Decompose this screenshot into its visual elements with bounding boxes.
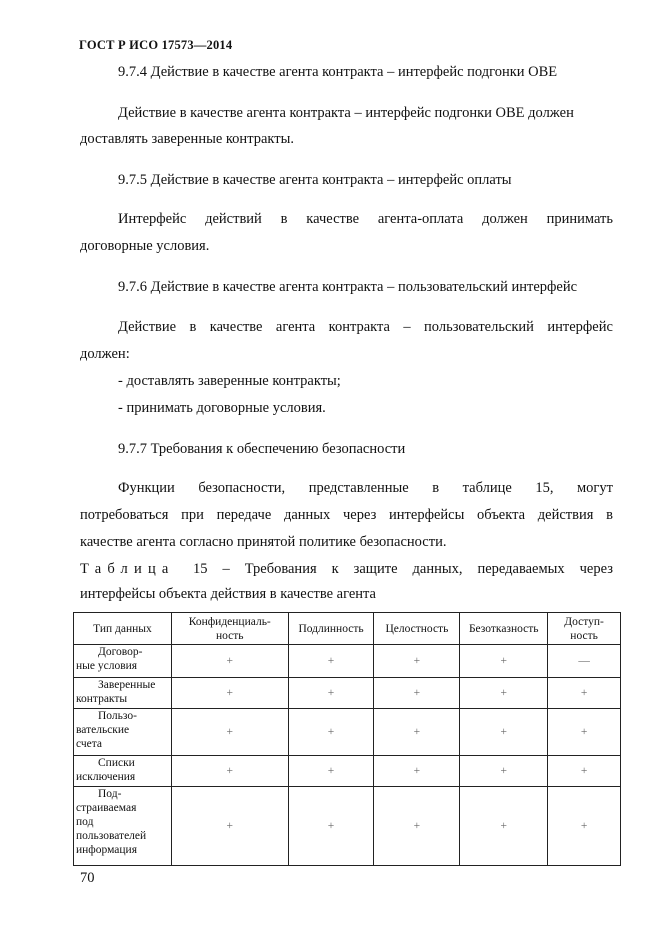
row-label-text: страиваемая	[76, 802, 137, 814]
word: в	[432, 480, 440, 496]
table-row	[74, 787, 621, 866]
table-cell: +	[288, 787, 374, 866]
row-label-text: Списки	[98, 757, 135, 769]
word: защите	[353, 561, 398, 577]
row-label	[74, 756, 172, 787]
paragraph-line: доставлять заверенные контракты.	[80, 131, 294, 147]
paragraph-line: Действие в качестве агента контракта – интерфейс подгонки OBE должен	[118, 105, 574, 121]
row-label	[74, 709, 172, 756]
table-cell: +	[460, 709, 548, 756]
word: пользовательский	[424, 319, 534, 335]
word: представленные	[308, 480, 409, 496]
table-cell: +	[288, 645, 374, 678]
table-cell: +	[374, 787, 460, 866]
row-label-text: Договор-	[98, 646, 143, 658]
column-header	[171, 613, 288, 645]
section-heading-9-7-6: 9.7.6 Действие в качестве агента контракта – пользовательский интерфейс	[118, 279, 578, 295]
word: в	[606, 507, 613, 523]
row-label-text: Под-	[98, 788, 122, 800]
column-header-text: Тип данных	[93, 622, 152, 635]
table-cell: —	[548, 645, 621, 678]
table-caption-label: Таблица	[80, 561, 175, 577]
word: Действие	[118, 319, 177, 335]
word: безопасности,	[198, 480, 286, 496]
word: 15	[193, 561, 208, 577]
section-heading-9-7-5: 9.7.5 Действие в качестве агента контракта – интерфейс оплаты	[118, 172, 512, 188]
table-cell: +	[288, 756, 374, 787]
row-label-text: Пользо-	[98, 710, 137, 722]
table-body	[74, 645, 621, 866]
word: могут	[576, 480, 613, 496]
row-label-text: под	[76, 816, 94, 828]
table-cell: +	[171, 645, 288, 678]
table-cell: +	[171, 678, 288, 709]
table-caption	[80, 561, 613, 578]
table-cell: +	[171, 756, 288, 787]
word: качестве	[209, 319, 263, 335]
word: действий	[205, 211, 262, 227]
paragraph-line: качестве агента согласно принятой политике безопасности.	[80, 534, 447, 550]
table-caption-line: интерфейсы объекта действия в качестве агента	[80, 586, 376, 602]
column-header	[374, 613, 460, 645]
section-heading-9-7-7: 9.7.7 Требования к обеспечению безопасности	[118, 441, 406, 457]
row-label-text: Заверенные	[98, 679, 156, 691]
word: принимать	[546, 211, 613, 227]
paragraph-line	[80, 507, 613, 524]
table-cell: +	[374, 645, 460, 678]
table-row	[74, 709, 621, 756]
column-header	[288, 613, 374, 645]
table-cell: +	[548, 787, 621, 866]
word: к	[331, 561, 339, 577]
word: данных	[283, 507, 331, 523]
column-header-text: Доступ-	[564, 615, 604, 628]
table-cell: +	[460, 678, 548, 709]
row-label-text: вательские	[76, 724, 130, 736]
word: потребоваться	[80, 507, 169, 523]
column-header-text: Целостность	[385, 622, 449, 635]
paragraph-line	[118, 211, 613, 228]
table-cell: +	[288, 678, 374, 709]
word: агента-оплата	[377, 211, 464, 227]
word: в	[189, 319, 197, 335]
list-item: - принимать договорные условия.	[118, 400, 326, 416]
word: таблице	[462, 480, 512, 496]
table-cell: +	[374, 756, 460, 787]
word: объекта	[477, 507, 526, 523]
table-cell: +	[374, 709, 460, 756]
column-header-text: ность	[570, 629, 598, 642]
row-label-text: счета	[76, 738, 103, 750]
word: Функции	[118, 480, 175, 496]
column-header-text: Подлинность	[298, 622, 364, 635]
table-cell: +	[374, 678, 460, 709]
word: интерфейсы	[389, 507, 465, 523]
word: интерфейс	[547, 319, 613, 335]
table-cell: +	[460, 756, 548, 787]
table-cell: +	[548, 709, 621, 756]
word: через	[343, 507, 377, 523]
word: действия	[537, 507, 594, 523]
table-cell: +	[171, 787, 288, 866]
section-heading-9-7-4: 9.7.4 Действие в качестве агента контракта – интерфейс подгонки OBE	[118, 64, 558, 80]
word: Требования	[244, 561, 317, 577]
word: Интерфейс	[118, 211, 187, 227]
word: через	[579, 561, 613, 577]
word: данных,	[412, 561, 463, 577]
paragraph-line	[118, 480, 613, 497]
row-label-text: информация	[76, 844, 137, 856]
word: в	[280, 211, 288, 227]
table-header-row	[74, 613, 621, 645]
table-row	[74, 756, 621, 787]
paragraph-line	[118, 319, 613, 336]
table-cell: +	[171, 709, 288, 756]
row-label	[74, 787, 172, 866]
security-requirements-table	[73, 612, 621, 866]
column-header-text: Конфиденциаль-	[188, 615, 271, 628]
row-label-text: ные условия	[76, 660, 138, 672]
table-cell: +	[548, 678, 621, 709]
word: контракта	[328, 319, 390, 335]
paragraph-line: договорные условия.	[80, 238, 210, 254]
table-cell: +	[460, 645, 548, 678]
word: –	[403, 319, 411, 335]
row-label-text: пользователей	[76, 830, 147, 842]
word: должен	[482, 211, 528, 227]
table-row	[74, 645, 621, 678]
column-header	[74, 613, 172, 645]
word: 15,	[535, 480, 554, 496]
column-header	[548, 613, 621, 645]
list-item: - доставлять заверенные контракты;	[118, 373, 341, 389]
word: передаваемых	[477, 561, 565, 577]
word: передаче	[216, 507, 272, 523]
table-cell: +	[288, 709, 374, 756]
row-label-text: контракты	[76, 693, 128, 705]
page-number: 70	[80, 870, 95, 886]
table-cell: +	[548, 756, 621, 787]
row-label-text: исключения	[76, 771, 136, 783]
column-header-text: ность	[215, 629, 244, 642]
row-label	[74, 645, 172, 678]
word: при	[181, 507, 204, 523]
row-label	[74, 678, 172, 709]
word: качестве	[306, 211, 360, 227]
table-row	[74, 678, 621, 709]
word: агента	[275, 319, 316, 335]
word: –	[222, 561, 230, 577]
table-caption-words	[193, 561, 613, 578]
paragraph-line: должен:	[80, 346, 130, 362]
table-cell: +	[460, 787, 548, 866]
document-header: ГОСТ Р ИСО 17573—2014	[79, 38, 233, 52]
column-header-text: Безотказность	[468, 622, 539, 635]
column-header	[460, 613, 548, 645]
